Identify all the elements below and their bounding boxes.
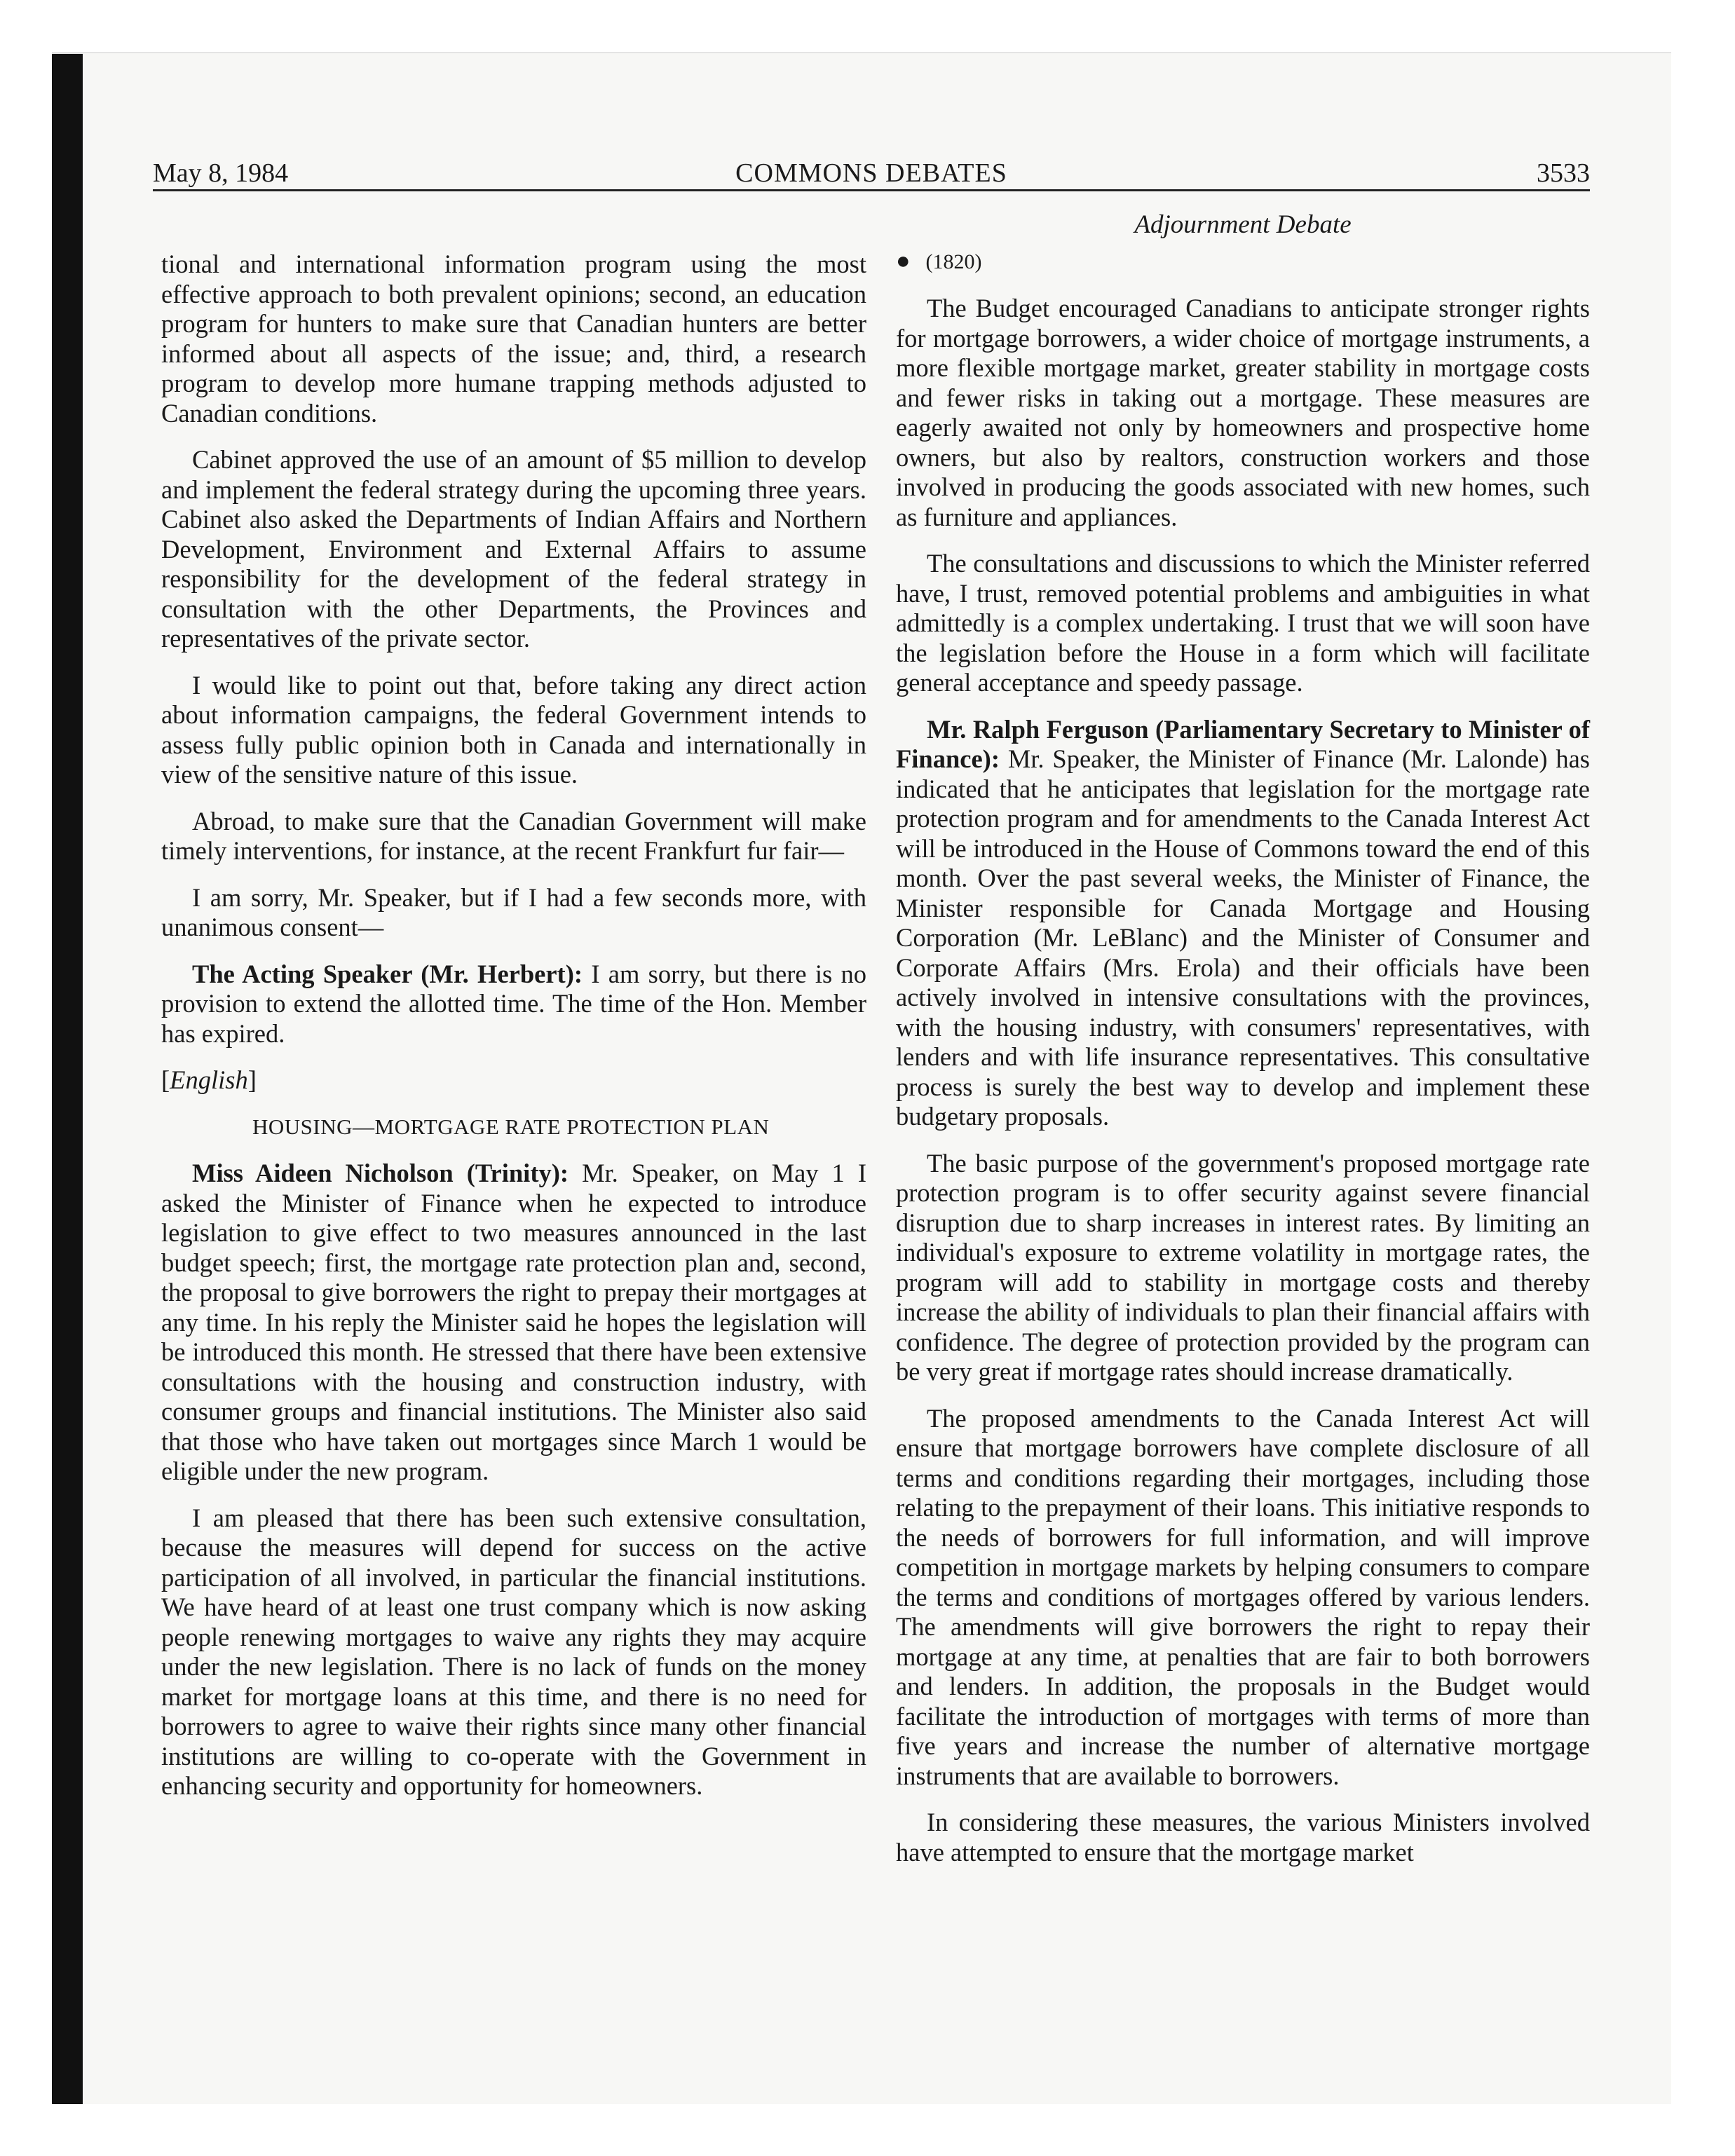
right-column: [896, 247, 1590, 1884]
bracket-open: [: [161, 1065, 170, 1094]
section-heading: Adjournment Debate: [1134, 210, 1352, 239]
speech-paragraph: [896, 715, 1590, 1132]
speech-text: Mr. Speaker, on May 1 I asked the Minister of Finance when he expected to introduce legislation to give effect to two measures announced in the last budget speech; first, the mortgage rate protection plan and, second, the proposal to give borrowers the right to prepay their mortgages at any time. In his reply the Minister said he hopes the legislation will be introduced this month. He stressed that there have been extensive consultations with the housing and construction industry, with consumer groups and financial institutions. The Minister also said that those who have taken out mortgages since March 1 would be eligible under the new program.: [161, 1159, 866, 1485]
running-head: [153, 156, 1590, 191]
speaker-name: Mr. Ralph Ferguson (Parliamentary Secretary to Minister of Finance):: [896, 714, 1590, 773]
bracket-close: ]: [247, 1065, 257, 1094]
speech-text: Mr. Speaker, the Minister of Finance (Mr. Lalonde) has indicated that he anticipates that legislation for the mortgage rate protection program and for amendments to the Canada Interest Act will be introduced in the House of Commons toward the end of this month. Over the past several weeks, the Minister of Finance, the Minister responsible for Canada Mortgage and Housing Corporation (Mr. LeBlanc) and the Minister of Consumer and Corporate Affairs (Mrs. Erola) and their officials have been actively involved in intensive consultations with the provinces, with the housing industry, with consumers' representatives, with lenders and with life insurance representatives. This consultative process is surely the best way to develop and implement these budgetary proposals.: [896, 744, 1590, 1131]
paragraph: Cabinet approved the use of an amount of $5 million to develop and implement the federal strategy during the upcoming three years. Cabinet also asked the Departments of Indian Affairs and Northern Development, Environment and External Affairs to assume responsibility for the development of the federal strategy in consultation with the other Departments, the Provinces and representatives of the private sector.: [161, 445, 866, 653]
speech-paragraph: [161, 960, 866, 1049]
subject-heading: HOUSING—MORTGAGE RATE PROTECTION PLAN: [252, 1114, 770, 1139]
header-page-number: 3533: [1537, 158, 1590, 188]
scan-border: [52, 52, 83, 2104]
speech-text: I am sorry, but there is no provision to extend the allotted time. The time of the Hon. Member has expired.: [161, 959, 866, 1048]
paragraph: I am pleased that there has been such extensive consultation, because the measures will depend for success on the active participation of all involved, in particular the financial institutions. We have heard of at least one trust company which is now asking people renewing mortgages to waive any rights they may acquire under the new legislation. There is no lack of funds on the money market for mortgage loans at this time, and there is no need for borrowers to agree to waive their rights since many other financial institutions are willing to co-operate with the Government in enhancing security and opportunity for homeowners.: [161, 1503, 866, 1800]
left-column: [161, 250, 866, 1818]
paragraph: The proposed amendments to the Canada Interest Act will ensure that mortgage borrowers have complete disclosure of all terms and conditions regarding their mortgages, including those relating to the prepayment of their loans. This initiative responds to the needs of borrowers for full information, and will improve competition in mortgage markets by helping consumers to compare the terms and conditions of mortgages offered by various lenders. The amendments will give borrowers the right to repay their mortgage at any time, at penalties that are fair to both borrowers and lenders. In addition, the proposals in the Budget would facilitate the introduction of mortgages with terms of more than five years and increase the number of alternative mortgage instruments that are available to borrowers.: [896, 1403, 1590, 1790]
paragraph: I am sorry, Mr. Speaker, but if I had a few seconds more, with unanimous consent—: [161, 882, 866, 941]
speaker-name: The Acting Speaker (Mr. Herbert):: [192, 959, 583, 988]
header-rule: [153, 189, 1590, 191]
paragraph: The consultations and discussions to which the Minister referred have, I trust, removed potential problems and ambiguities in what admittedly is a complex undertaking. I trust that we will soon have the legislation before the House in a form which will facilitate general acceptance and speedy passage.: [896, 549, 1590, 697]
paragraph: The Budget encouraged Canadians to anticipate stronger rights for mortgage borrowers, a wider choice of mortgage instruments, a more flexible mortgage market, greater stability in mortgage costs and fewer risks in taking out a mortgage. These measures are eagerly awaited not only by homeowners and prospective home owners, but also by realtors, construction workers and those involved in producing the goods associated with new homes, such as furniture and appliances.: [896, 294, 1590, 531]
timestamp: [896, 247, 1590, 277]
header-date: May 8, 1984: [153, 158, 289, 188]
paragraph: I would like to point out that, before taking any direct action about information campaigns, the federal Government intends to assess fully public opinion both in Canada and internationally in view of the sensitive nature of this issue.: [161, 670, 866, 789]
paragraph: Abroad, to make sure that the Canadian Government will make timely interventions, for instance, at the recent Frankfurt fur fair—: [161, 806, 866, 865]
speech-paragraph: [161, 1159, 866, 1487]
paragraph: In considering these measures, the various Ministers involved have attempted to ensure that the mortgage market: [896, 1808, 1590, 1867]
language-tag: [161, 1065, 866, 1096]
bullet-icon: ●: [896, 248, 911, 274]
paragraph: tional and international information program using the most effective approach to both prevalent opinions; second, an education program for hunters to make sure that Canadian hunters are better informed about all aspects of the issue; and, third, a research program to develop more humane trapping methods adjusted to Canadian conditions.: [161, 250, 866, 428]
header-publication-title: COMMONS DEBATES: [735, 158, 1007, 188]
paragraph: The basic purpose of the government's proposed mortgage rate protection program is to offer security against severe financial disruption due to sharp increases in interest rates. By limiting an individual's exposure to extreme volatility in mortgage rates, the program will add to stability in mortgage costs and thereby increase the ability of individuals to plan their financial affairs with confidence. The degree of protection provided by the program can be very great if mortgage rates should increase dramatically.: [896, 1148, 1590, 1386]
language-label: English: [170, 1065, 248, 1094]
speaker-name: Miss Aideen Nicholson (Trinity):: [192, 1159, 569, 1187]
timestamp-text: (1820): [925, 250, 982, 273]
